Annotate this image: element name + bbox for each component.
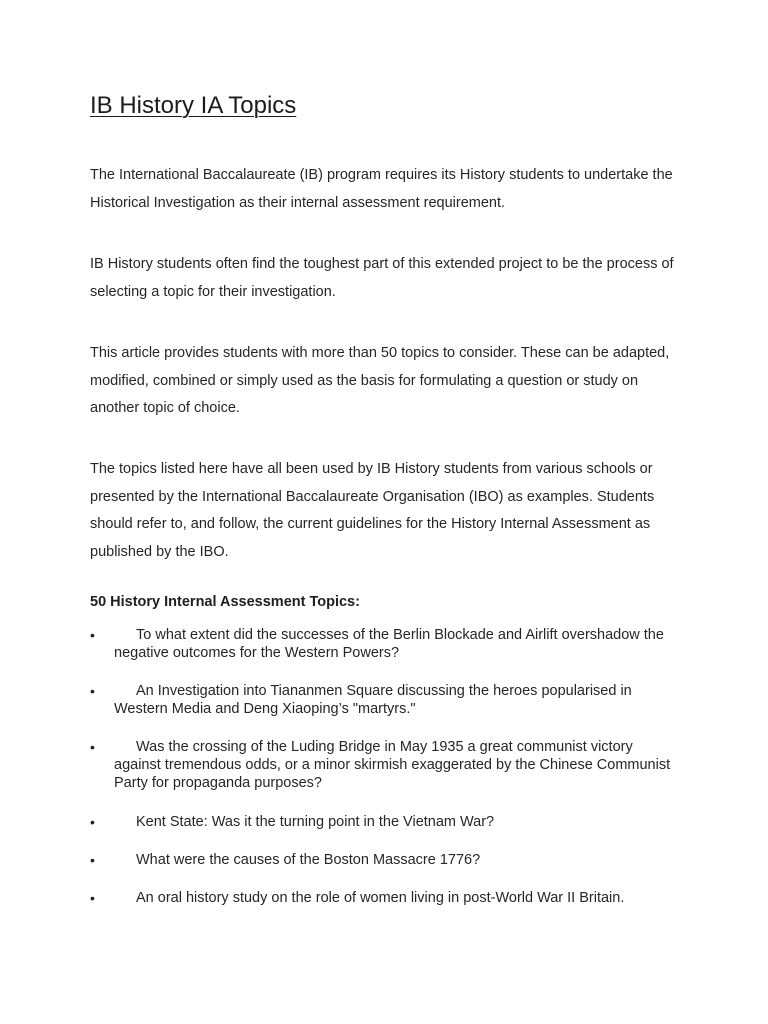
bullet-icon: • (90, 739, 95, 755)
topics-section-heading: 50 History Internal Assessment Topics: (90, 594, 360, 610)
bullet-icon: • (90, 683, 95, 699)
intro-paragraph: The International Baccalaureate (IB) program requires its History students to undertake the Historical Investigation as their internal assessment requirement. (90, 167, 673, 211)
topic-selection-paragraph: IB History students often find the toughest part of this extended project to be the process of selecting a topic for their investigation. (90, 256, 674, 300)
bullet-icon: • (90, 890, 95, 906)
bullet-icon: • (90, 852, 95, 868)
guidelines-paragraph: The topics listed here have all been used by IB History students from various schools or presented by the International Baccalaureate Organisation (IBO) as examples. Students should refer to, and follow, the current guidelines for the History Internal Assessment as published by the IBO. (90, 461, 655, 560)
topic-text: An oral history study on the role of women living in post-World War II Britain. (136, 890, 625, 906)
article-scope-paragraph: This article provides students with more than 50 topics to consider. These can be adapted, modified, combined or simply used as the basis for formulating a question or study on another topic of choice. (90, 345, 670, 416)
topic-text: To what extent did the successes of the Berlin Blockade and Airlift overshadow the negative outcomes for the Western Powers? (114, 627, 664, 661)
topic-text: Kent State: Was it the turning point in the Vietnam War? (136, 814, 495, 830)
topic-text: Was the crossing of the Luding Bridge in May 1935 a great communist victory against tremendous odds, or a minor skirmish exaggerated by the Chinese Communist Party for propaganda purposes? (114, 739, 671, 791)
bullet-icon: • (90, 814, 95, 830)
page-title: IB History IA Topics (90, 92, 297, 119)
topic-text: What were the causes of the Boston Massacre 1776? (136, 852, 481, 868)
bullet-icon: • (90, 627, 95, 643)
topic-text: An Investigation into Tiananmen Square discussing the heroes popularised in Western Media and Deng Xiaoping’s "martyrs." (114, 683, 632, 717)
